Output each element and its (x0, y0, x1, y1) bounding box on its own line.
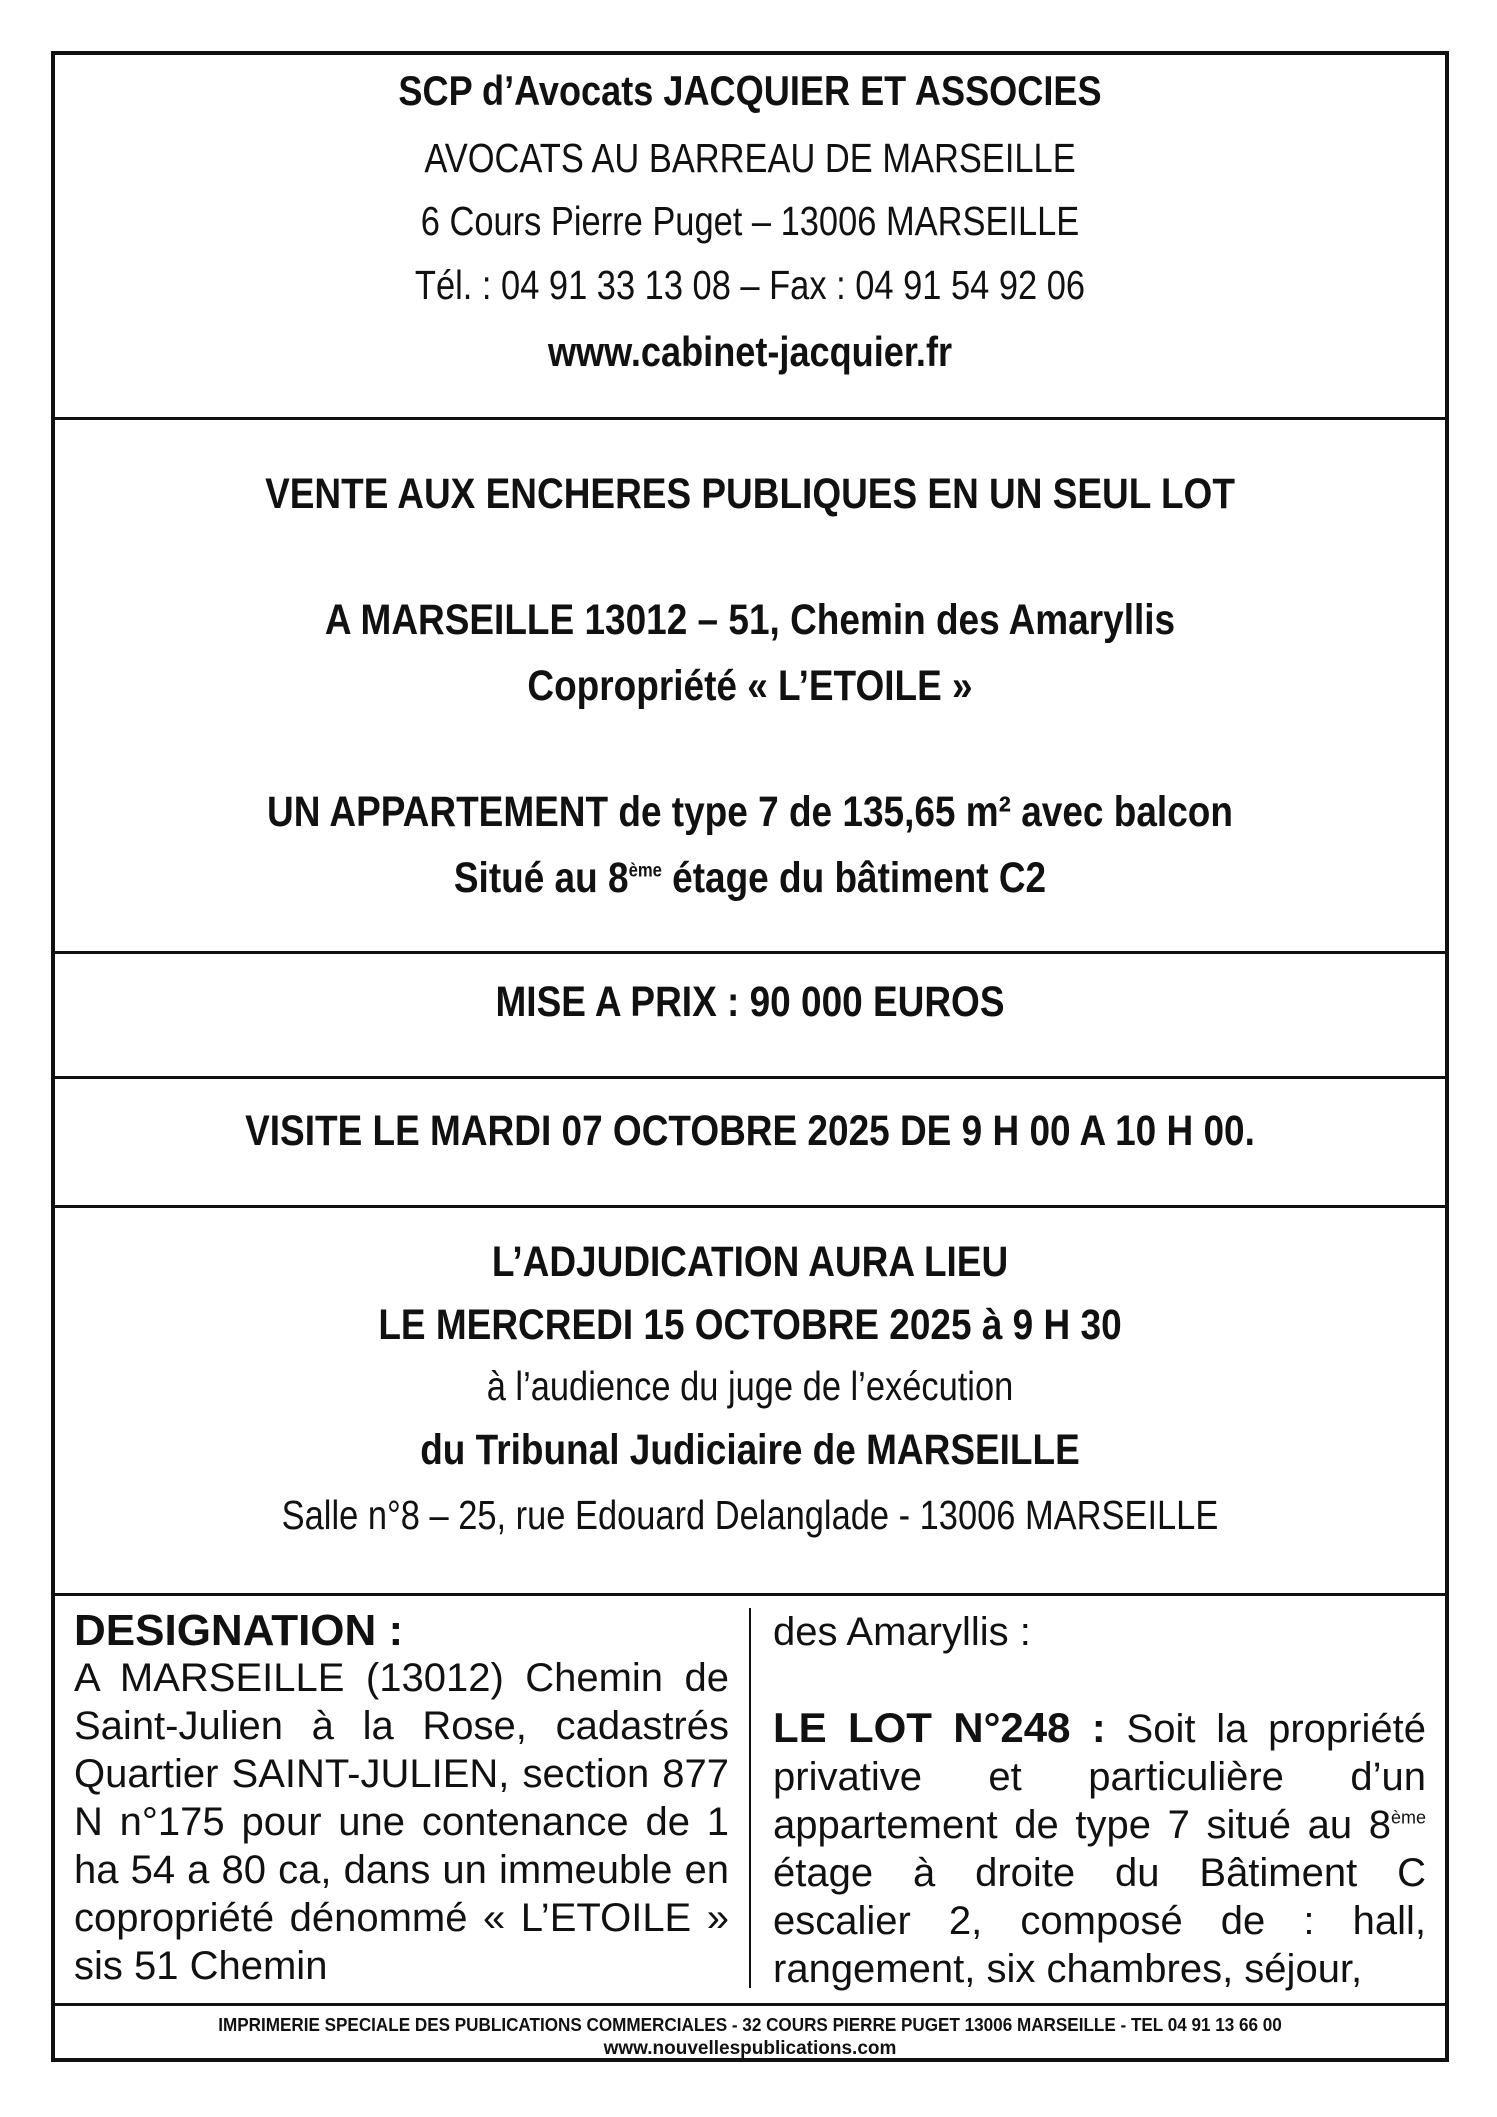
printer-info: IMPRIMERIE SPECIALE DES PUBLICATIONS COMMERCIALES - 32 COURS PIERRE PUGET 13006 MARSEILLE - TEL 04 91 13 66 00 (218, 2015, 1282, 2035)
adjudication-hearing: à l’audience du juge de l’exécution (486, 1363, 1014, 1409)
designation-text: A MARSEILLE (13012) Chemin de Saint-Julien à la Rose, cadastrés Quartier SAINT-JULIEN, section 877 N n°175 pour une contenance de 1 ha 54 a 80 ca, dans un immeuble en copropriété dénommé « L’ETOILE » sis 51 Chemin (74, 1656, 729, 1988)
designation-right-column (773, 1608, 1426, 1993)
designation-left-column (74, 1608, 729, 1990)
lot-label: LE LOT N°248 : (773, 1704, 1106, 1751)
adjudication-date: LE MERCREDI 15 OCTOBRE 2025 à 9 H 30 (378, 1301, 1122, 1349)
firm-website: www.cabinet-jacquier.fr (547, 328, 953, 375)
divider (55, 1593, 1445, 1596)
designation-continued: des Amaryllis : (773, 1610, 1031, 1654)
firm-phone: Tél. : 04 91 33 13 08 – Fax : 04 91 54 92 06 (414, 262, 1086, 308)
divider (55, 2003, 1445, 2006)
sale-section (55, 420, 1445, 995)
divider (55, 1076, 1445, 1079)
printer-website: www.nouvellespublications.com (603, 2038, 897, 2059)
divider (55, 951, 1445, 954)
starting-price: MISE A PRIX : 90 000 EUROS (495, 978, 1005, 1026)
designation-label: DESIGNATION : (74, 1606, 404, 1655)
sale-title: VENTE AUX ENCHERES PUBLIQUES EN UN SEUL LOT (265, 470, 1235, 518)
adjudication-court: du Tribunal Judiciaire de MARSEILLE (420, 1426, 1080, 1474)
sale-apartment: UN APPARTEMENT de type 7 de 135,65 m² avec balcon (267, 788, 1233, 836)
adjudication-title: L’ADJUDICATION AURA LIEU (491, 1238, 1009, 1286)
lot-description: LE LOT N°248 : Soit la propriété privative et particulière d’un appartement de type 7 situé au 8ème étage à droite du Bâtiment C escalier 2, composé de : hall, rangement, six chambres, séjour, (773, 1704, 1426, 1991)
law-firm-header (55, 55, 1445, 420)
adjudication-section (55, 1205, 1445, 1595)
notice-frame (51, 51, 1449, 2062)
firm-bar: AVOCATS AU BARREAU DE MARSEILLE (424, 135, 1076, 181)
firm-address: 6 Cours Pierre Puget – 13006 MARSEILLE (420, 198, 1080, 244)
firm-name: SCP d’Avocats JACQUIER ET ASSOCIES (398, 67, 1102, 114)
sale-location: A MARSEILLE 13012 – 51, Chemin des Amaryllis (324, 596, 1176, 644)
sale-copropriete: Copropriété « L’ETOILE » (527, 662, 973, 710)
visit-date: VISITE LE MARDI 07 OCTOBRE 2025 DE 9 H 00 A 10 H 00. (245, 1107, 1255, 1155)
column-divider (749, 1608, 751, 1988)
sale-floor: Situé au 8ème étage du bâtiment C2 (453, 854, 1047, 902)
adjudication-room: Salle n°8 – 25, rue Edouard Delanglade - 13006 MARSEILLE (281, 1492, 1219, 1538)
